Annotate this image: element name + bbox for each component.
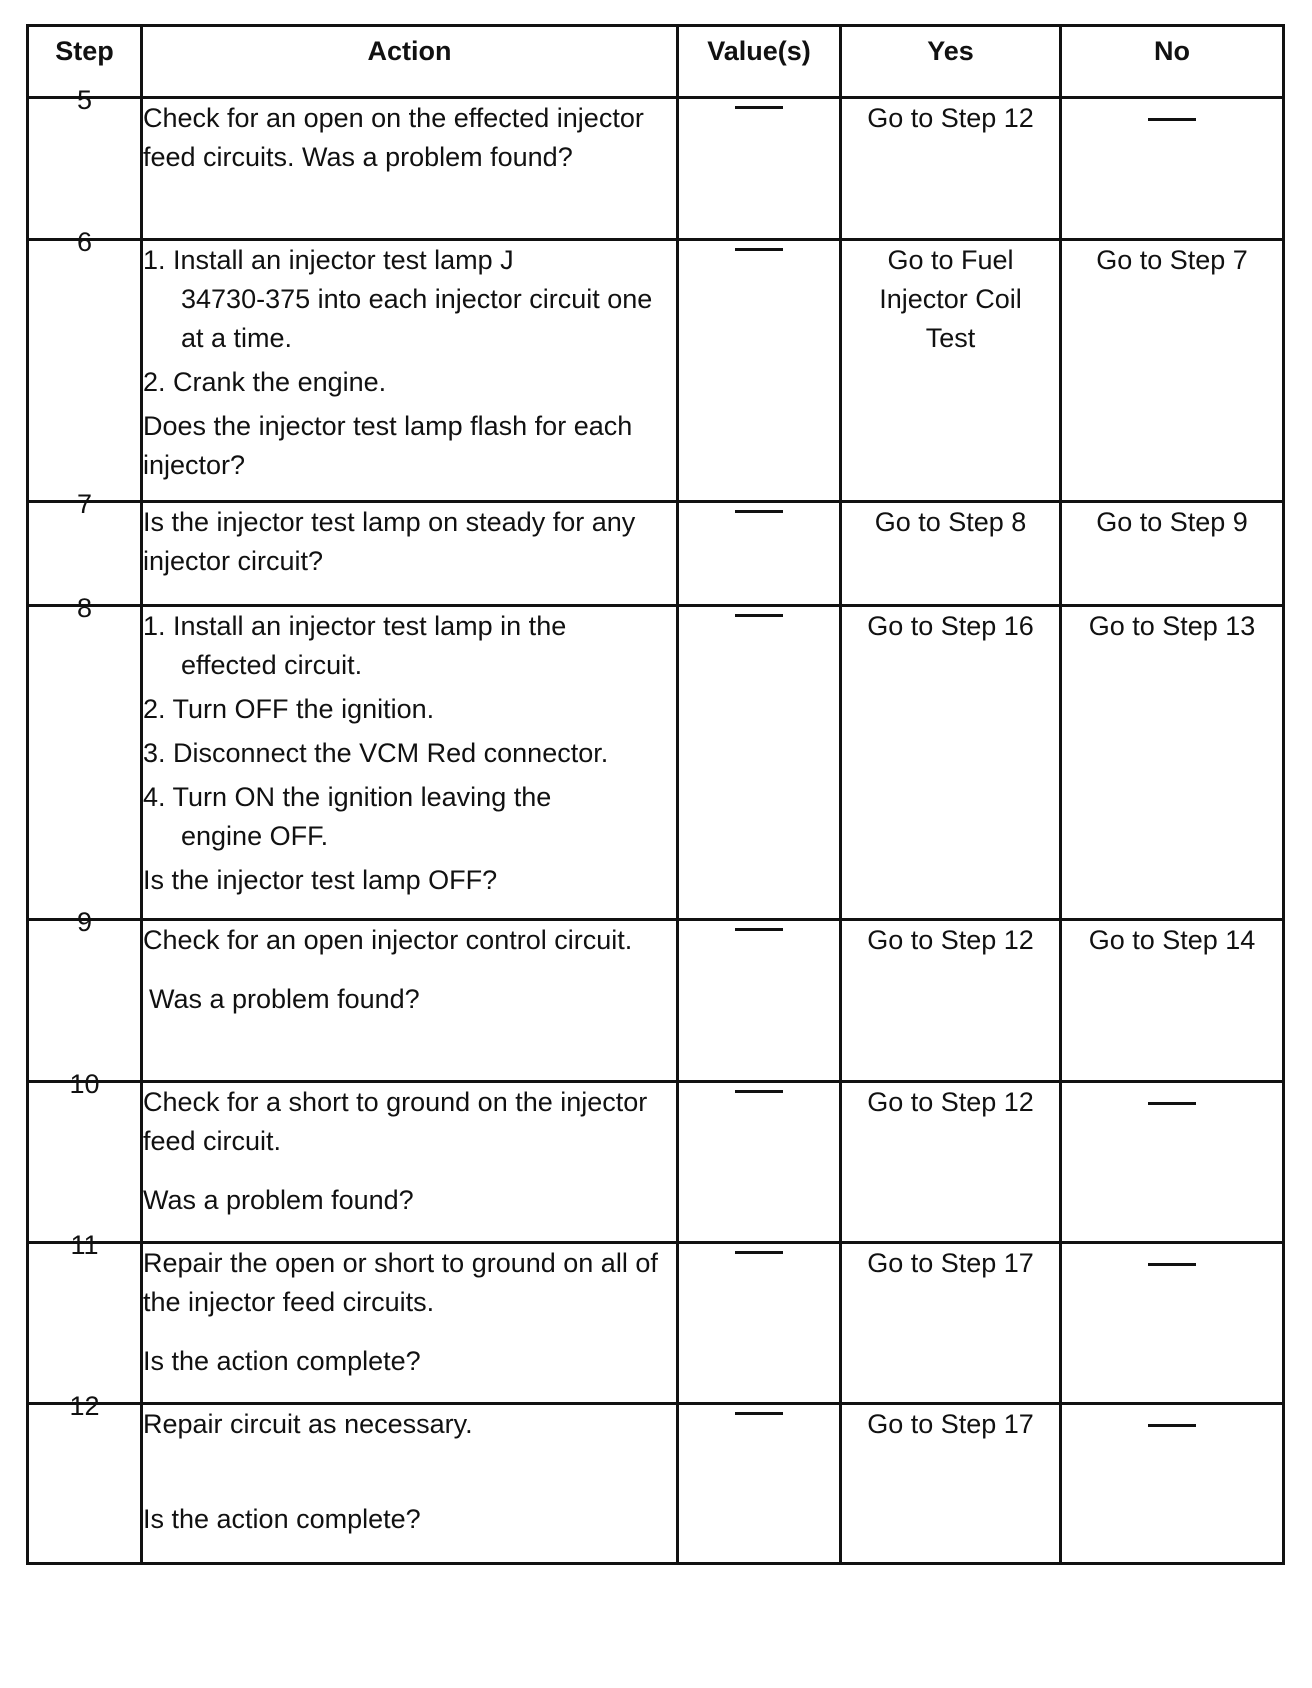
- empty-value-dash: [735, 510, 783, 513]
- table-row: [28, 606, 1284, 920]
- no-cell: Go to Step 9: [1061, 502, 1284, 606]
- value-cell: [678, 1404, 841, 1564]
- header-row: [28, 26, 1284, 98]
- header-action: Action: [142, 26, 678, 98]
- action-text: Repair circuit as necessary.: [143, 1409, 473, 1439]
- empty-value-dash: [735, 1090, 783, 1093]
- diagnostic-table: [26, 24, 1285, 1565]
- no-cell: [1061, 1082, 1284, 1243]
- value-cell: [678, 1243, 841, 1404]
- action-text: Check for a short to ground on the injector feed circuit.: [143, 1087, 648, 1156]
- yes-cell: Go to Step 8: [841, 502, 1061, 606]
- value-cell: [678, 98, 841, 240]
- value-cell: [678, 920, 841, 1082]
- step-number: 5: [28, 98, 142, 240]
- action-text: Is the injector test lamp OFF?: [143, 865, 498, 895]
- yes-cell: Go to Step 12: [841, 1082, 1061, 1243]
- action-text: 1. Install an injector test lamp in the effected circuit.: [143, 611, 567, 680]
- empty-value-dash: [735, 248, 783, 251]
- action-text: Does the injector test lamp flash for each injector?: [143, 411, 633, 480]
- step-number: 8: [28, 606, 142, 920]
- action-cell: [142, 502, 678, 606]
- value-cell: [678, 240, 841, 502]
- action-text: Repair the open or short to ground on all of the injector feed circuits.: [143, 1248, 658, 1317]
- table-row: [28, 98, 1284, 240]
- action-text: 4. Turn ON the ignition leaving the engine OFF.: [143, 782, 552, 851]
- yes-cell: Go to Step 16: [841, 606, 1061, 920]
- yes-cell: Go to Step 17: [841, 1243, 1061, 1404]
- empty-value-dash: [735, 1412, 783, 1415]
- yes-cell: Go to Fuel Injector Coil Test: [841, 240, 1061, 502]
- action-cell: [142, 920, 678, 1082]
- empty-no-dash: [1148, 118, 1196, 121]
- action-text: Is the injector test lamp on steady for any injector circuit?: [143, 507, 636, 576]
- action-text: Check for an open injector control circuit.: [143, 925, 633, 955]
- table-row: [28, 1082, 1284, 1243]
- empty-no-dash: [1148, 1424, 1196, 1427]
- step-number: 12: [28, 1404, 142, 1564]
- header-step: Step: [28, 26, 142, 98]
- no-cell: [1061, 1243, 1284, 1404]
- no-cell: Go to Step 14: [1061, 920, 1284, 1082]
- empty-no-dash: [1148, 1102, 1196, 1105]
- value-cell: [678, 502, 841, 606]
- empty-value-dash: [735, 928, 783, 931]
- action-cell: [142, 98, 678, 240]
- no-cell: [1061, 1404, 1284, 1564]
- value-cell: [678, 1082, 841, 1243]
- table-row: [28, 920, 1284, 1082]
- action-text: Was a problem found?: [143, 1185, 414, 1215]
- step-number: 11: [28, 1243, 142, 1404]
- step-number: 7: [28, 502, 142, 606]
- action-text: Check for an open on the effected injector feed circuits. Was a problem found?: [143, 103, 644, 172]
- table-row: [28, 240, 1284, 502]
- header-values: Value(s): [678, 26, 841, 98]
- yes-cell: Go to Step 12: [841, 98, 1061, 240]
- header-no: No: [1061, 26, 1284, 98]
- action-text: 3. Disconnect the VCM Red connector.: [143, 738, 609, 768]
- action-text: Is the action complete?: [143, 1346, 421, 1376]
- yes-cell: Go to Step 17: [841, 1404, 1061, 1564]
- step-number: 6: [28, 240, 142, 502]
- action-text: 2. Crank the engine.: [143, 367, 387, 397]
- empty-value-dash: [735, 614, 783, 617]
- empty-value-dash: [735, 106, 783, 109]
- table-row: [28, 1243, 1284, 1404]
- table-row: [28, 502, 1284, 606]
- action-text: Is the action complete?: [143, 1504, 421, 1534]
- value-cell: [678, 606, 841, 920]
- empty-no-dash: [1148, 1263, 1196, 1266]
- no-cell: Go to Step 13: [1061, 606, 1284, 920]
- action-cell: [142, 1404, 678, 1564]
- action-cell: [142, 606, 678, 920]
- action-cell: [142, 240, 678, 502]
- yes-cell: Go to Step 12: [841, 920, 1061, 1082]
- step-number: 10: [28, 1082, 142, 1243]
- header-yes: Yes: [841, 26, 1061, 98]
- action-text: 1. Install an injector test lamp J 34730-375 into each injector circuit one at a time.: [143, 245, 653, 353]
- no-cell: Go to Step 7: [1061, 240, 1284, 502]
- step-number: 9: [28, 920, 142, 1082]
- no-cell: [1061, 98, 1284, 240]
- empty-value-dash: [735, 1251, 783, 1254]
- action-text: Was a problem found?: [149, 984, 420, 1014]
- action-cell: [142, 1082, 678, 1243]
- action-text: 2. Turn OFF the ignition.: [143, 694, 435, 724]
- action-cell: [142, 1243, 678, 1404]
- table-row: [28, 1404, 1284, 1564]
